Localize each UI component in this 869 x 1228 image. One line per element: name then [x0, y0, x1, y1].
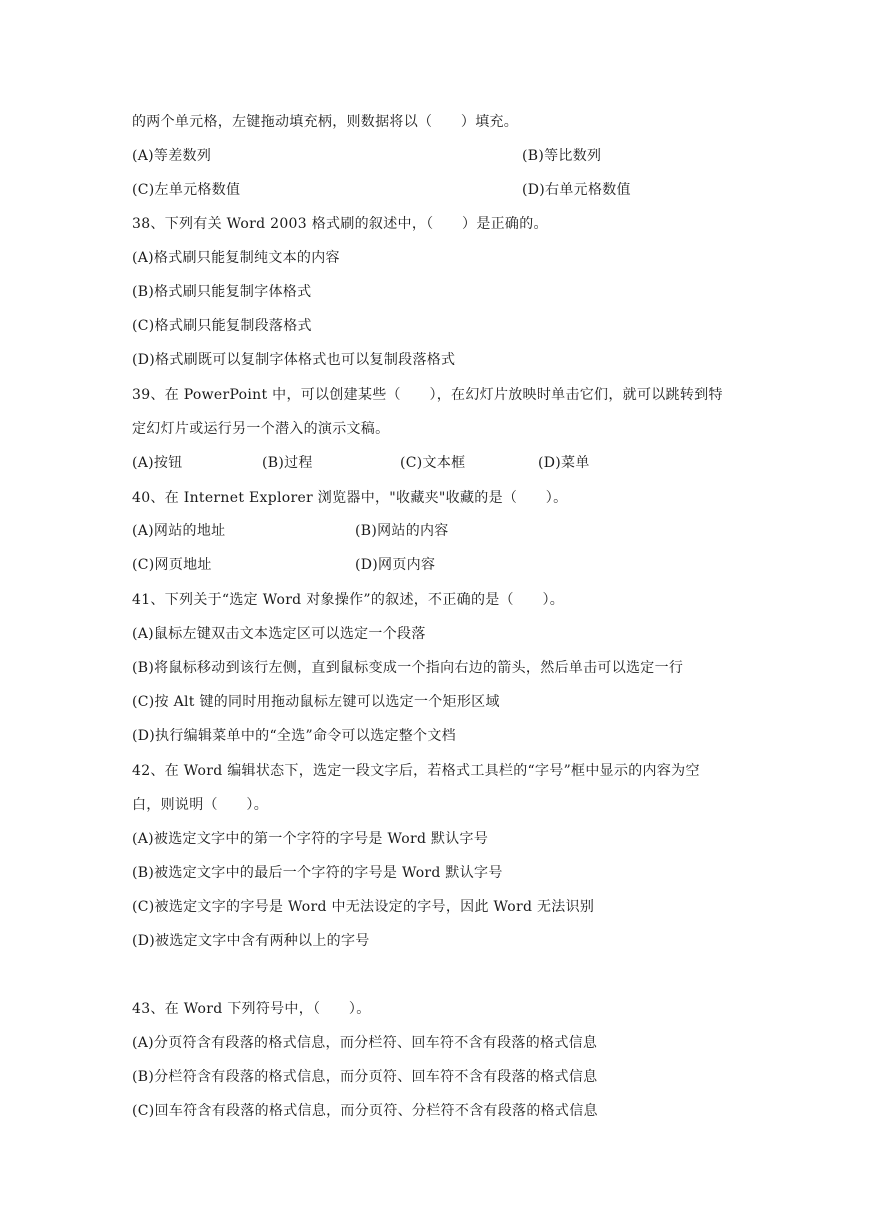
text-line: 的两个单元格，左键拖动填充柄，则数据将以（ ）填充。 — [132, 114, 519, 130]
option-b: (B)格式刷只能复制字体格式 — [132, 284, 312, 300]
option-c: (C)左单元格数值 — [132, 182, 241, 198]
option-d: (D)菜单 — [538, 455, 590, 471]
option-c: (C)网页地址 — [132, 557, 212, 573]
option-c: (C)按 Alt 键的同时用拖动鼠标左键可以选定一个矩形区域 — [132, 694, 500, 710]
question-39: 39、在 PowerPoint 中，可以创建某些（ ），在幻灯片放映时单击它们，就可以跳转到特 — [132, 387, 723, 403]
option-d: (D)网页内容 — [355, 557, 436, 573]
option-a: (A)被选定文字中的第一个字符的字号是 Word 默认字号 — [132, 831, 489, 847]
question-38: 38、下列有关 Word 2003 格式刷的叙述中，（ ）是正确的。 — [132, 216, 548, 232]
question-42: 42、在 Word 编辑状态下，选定一段文字后，若格式工具栏的“字号”框中显示的内容为空 — [132, 763, 700, 779]
question-39-cont: 定幻灯片或运行另一个潜入的演示文稿。 — [132, 421, 390, 437]
option-b: (B)将鼠标移动到该行左侧，直到鼠标变成一个指向右边的箭头，然后单击可以选定一行 — [132, 660, 684, 676]
question-41: 41、下列关于“选定 Word 对象操作”的叙述，不正确的是（ ）。 — [132, 592, 565, 608]
option-b: (B)等比数列 — [522, 148, 602, 164]
option-a: (A)分页符含有段落的格式信息，而分栏符、回车符不含有段落的格式信息 — [132, 1035, 598, 1051]
option-b: (B)分栏符含有段落的格式信息，而分页符、回车符不含有段落的格式信息 — [132, 1069, 598, 1085]
option-c: (C)格式刷只能复制段落格式 — [132, 318, 312, 334]
option-a: (A)网站的地址 — [132, 523, 226, 539]
option-b: (B)被选定文字中的最后一个字符的字号是 Word 默认字号 — [132, 865, 503, 881]
option-a: (A)按钮 — [132, 455, 183, 471]
option-d: (D)执行编辑菜单中的“全选”命令可以选定整个文档 — [132, 728, 456, 744]
option-d: (D)被选定文字中含有两种以上的字号 — [132, 933, 370, 949]
question-42-cont: 白，则说明（ ）。 — [132, 797, 268, 813]
option-a: (A)鼠标左键双击文本选定区可以选定一个段落 — [132, 626, 426, 642]
question-40: 40、在 Internet Explorer 浏览器中，"收藏夹"收藏的是（ ）。 — [132, 490, 568, 506]
option-c: (C)被选定文字的字号是 Word 中无法设定的字号，因此 Word 无法识别 — [132, 899, 595, 915]
option-c: (C)回车符含有段落的格式信息，而分页符、分栏符不含有段落的格式信息 — [132, 1103, 598, 1119]
option-b: (B)网站的内容 — [355, 523, 449, 539]
option-b: (B)过程 — [262, 455, 313, 471]
option-d: (D)右单元格数值 — [522, 182, 631, 198]
option-a: (A)格式刷只能复制纯文本的内容 — [132, 250, 340, 266]
option-c: (C)文本框 — [400, 455, 466, 471]
option-d: (D)格式刷既可以复制字体格式也可以复制段落格式 — [132, 352, 456, 368]
question-43: 43、在 Word 下列符号中，（ ）。 — [132, 1001, 371, 1017]
option-a: (A)等差数列 — [132, 148, 212, 164]
